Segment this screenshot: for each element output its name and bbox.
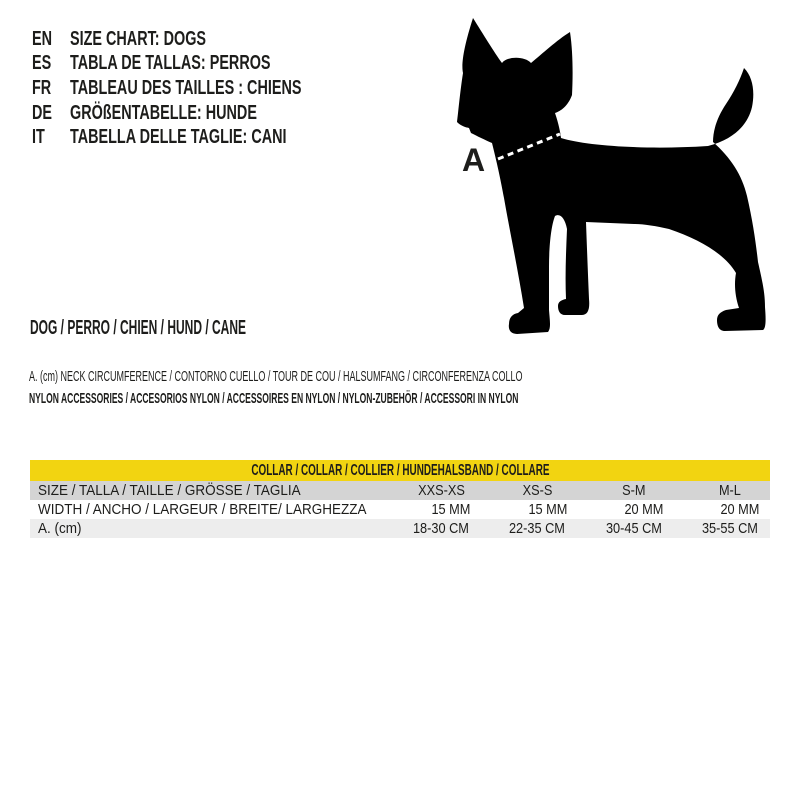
language-title: TABELLA DELLE TAGLIE: CANI xyxy=(70,126,287,149)
language-row xyxy=(32,52,391,77)
row-label: WIDTH / ANCHO / LARGEUR / BREITE/ LARGHEZZA xyxy=(38,501,367,518)
language-title: SIZE CHART: DOGS xyxy=(70,27,207,50)
width-value: 20 MM xyxy=(720,501,760,518)
language-row xyxy=(32,76,391,101)
animal-caption: DOG / PERRO / CHIEN / HUND / CANE xyxy=(30,317,247,339)
measure-point-label: A xyxy=(462,142,486,178)
language-row xyxy=(32,125,391,150)
language-title: TABLA DE TALLAS: PERROS xyxy=(70,52,271,75)
width-value: 20 MM xyxy=(624,501,664,518)
width-value: 15 MM xyxy=(527,501,567,518)
size-table xyxy=(30,460,770,538)
language-title: GRÖßENTABELLE: HUNDE xyxy=(70,101,257,124)
language-code: IT xyxy=(32,126,45,149)
language-row xyxy=(32,101,391,126)
neck-circumference-note: A. (cm) NECK CIRCUMFERENCE / CONTORNO CUELLO / TOUR DE COU / HALSUMFANG / CIRCONFERENZA COLLO xyxy=(29,368,523,385)
language-code: EN xyxy=(32,27,53,50)
circumference-value: 22-35 CM xyxy=(509,520,566,537)
circumference-value: 30-45 CM xyxy=(605,520,662,537)
dog-body-path xyxy=(457,18,766,334)
width-value: 15 MM xyxy=(431,501,471,518)
language-title: TABLEAU DES TAILLES : CHIENS xyxy=(70,76,302,99)
table-row-size xyxy=(30,481,770,500)
row-label: SIZE / TALLA / TAILLE / GRÖSSE / TAGLIA xyxy=(38,482,301,499)
size-value: XXS-XS xyxy=(417,482,465,499)
language-list xyxy=(32,27,391,150)
size-value: S-M xyxy=(621,482,646,499)
circumference-value: 35-55 CM xyxy=(701,520,758,537)
table-row-width xyxy=(30,500,770,519)
material-note: NYLON ACCESSORIES / ACCESORIOS NYLON / ACCESSOIRES EN NYLON / NYLON-ZUBEHÖR / ACCESSORI IN NYLON xyxy=(29,390,519,407)
language-code: DE xyxy=(32,101,53,124)
size-value: XS-S xyxy=(522,482,553,499)
circumference-value: 18-30 CM xyxy=(413,520,470,537)
table-row-neck-circumference xyxy=(30,519,770,538)
row-label: A. (cm) xyxy=(38,520,82,537)
dog-silhouette-image xyxy=(452,12,777,345)
language-code: ES xyxy=(32,52,52,75)
size-value: M-L xyxy=(718,482,741,499)
language-row xyxy=(32,27,391,52)
language-code: FR xyxy=(32,76,52,99)
table-header-collar: COLLAR / COLLAR / COLLIER / HUNDEHALSBAND / COLLARE xyxy=(30,460,770,481)
